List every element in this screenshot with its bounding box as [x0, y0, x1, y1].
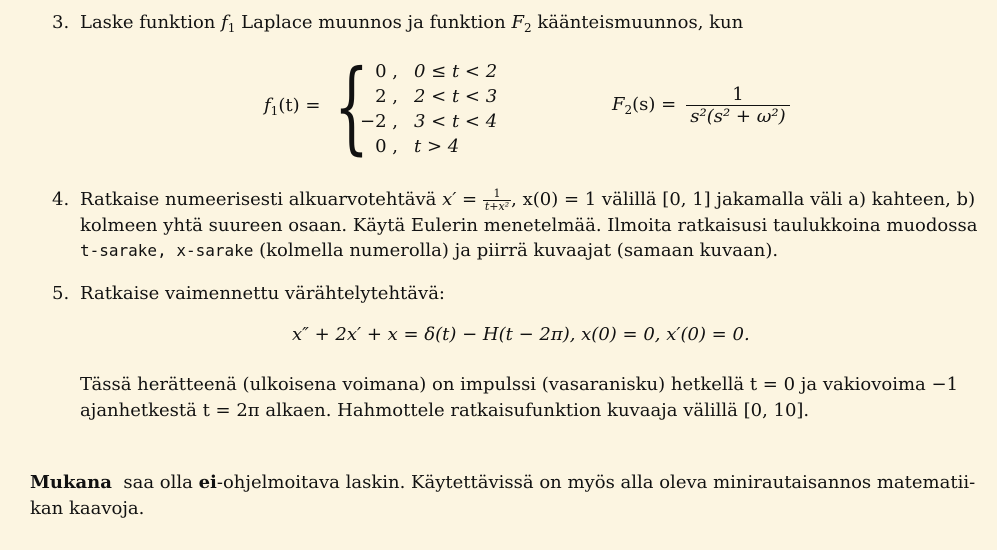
piece-value: 0 , [375, 61, 398, 82]
piece-value: 0 , [375, 136, 398, 157]
piece-row [354, 84, 497, 109]
problem-5 [52, 281, 982, 306]
oscillation-equation: x″ + 2x′ + x = δ(t) − H(t − 2π), x(0) = 0, x′(0) = 0. [292, 324, 750, 345]
problem-number: 3. [52, 12, 70, 33]
piece-condition: t > 4 [414, 136, 460, 157]
problem-text: Ratkaise vaimennettu värähtelytehtävä: [80, 283, 445, 304]
inline-fraction: $\frac{1}{\text{t+x²}}$ [484, 186, 510, 213]
piece-value: −2 , [360, 111, 398, 132]
piece-row [354, 109, 497, 134]
left-brace: { [334, 48, 369, 165]
problem-text: Laske funktion $f_1$ Laplace muunnos ja funktion $F_2$ käänteismuunnos, kun [80, 12, 744, 35]
piece-condition: 3 < t < 4 [414, 111, 498, 132]
piece-value: 2 , [375, 86, 398, 107]
problem-text: Ratkaise numeerisesti alkuarvotehtävä x′ = $\frac{1}{\text{t+x²}}$ , x(0) = 1 välillä [0, 1] jakamalla väli a) kahteen, b) kolmeen yhtä suureen osaan. Käytä Eulerin menetelmää. Ilmoita ratkaisusi taulukkoina muodossa t-sarake, x-sarake (kolmella numerolla) ja piirrä kuvaajat (samaan kuvaan). [80, 186, 978, 261]
piece-row [354, 59, 497, 84]
piece-condition: 0 ≤ t < 2 [414, 61, 498, 82]
footer-note: Mukana saa olla ei-ohjelmoitava laskin. Käytettävissä on myös alla oleva minirautaisannos matematii- kan kaavoja. [30, 472, 976, 519]
piece-row [354, 134, 497, 159]
problem-number: 4. [52, 189, 70, 210]
piece-condition: 2 < t < 3 [414, 86, 498, 107]
problem-number: 5. [52, 283, 70, 304]
problem-3 [52, 10, 982, 41]
problem-5-paragraph: Tässä herätteenä (ulkoisena voimana) on impulssi (vasaranisku) hetkellä t = 0 ja vakiovoima −1 ajanhetkestä t = 2π alkaen. Hahmottele ratkaisufunktion kuvaaja välillä [0, 10]. [80, 374, 959, 421]
piece-list [354, 59, 497, 159]
F2-equation: $F_2(s)$ = $\frac{1}{\text{s²(s² + ω²)}}$ [612, 84, 790, 127]
piecewise-function [254, 48, 534, 165]
problem-4 [52, 187, 982, 263]
f1-lhs: $f_1(t)$ = [264, 95, 321, 118]
F2-fraction: $\frac{1}{\text{s²(s² + ω²)}}$ [686, 84, 789, 127]
